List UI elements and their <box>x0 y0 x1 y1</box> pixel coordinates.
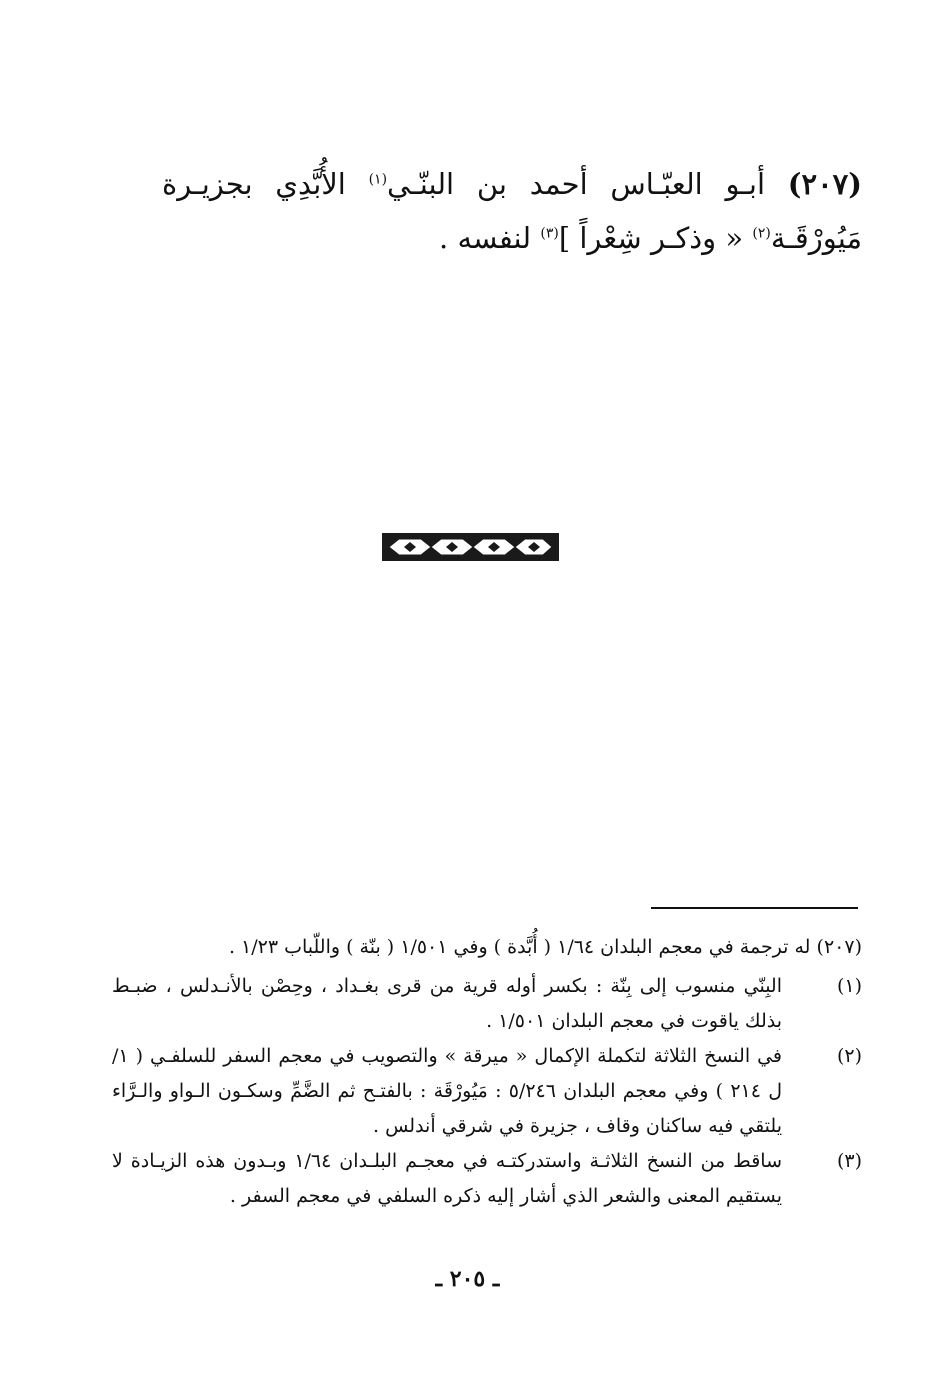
footnote-ref-1: (١) <box>368 171 388 188</box>
footnote-item-2 <box>112 1039 862 1144</box>
footnote-main-marker: (٢٠٧) <box>816 936 862 958</box>
footnote-text: في النسخ الثلاثة لتكملة الإكمال « ميرقة » والتصويب في معجم السفر للسلفـي ( ١/ل ٢١٤ ) وفي معجم البلدان ٥/٢٤٦ : مَيُورْقَة : بالفتـح ثم الضَّمِّ وسكـون الـواو والـرَّاء يلتقي فيه ساكنان وقاف ، جزيرة في شرقي أندلس . <box>112 1045 782 1137</box>
footnote-separator <box>651 907 858 909</box>
footnote-marker: (٣) <box>836 1150 862 1172</box>
page-number: ـ ٢٠٥ ـ <box>435 1266 500 1292</box>
entry-poetry-text: « وذكـر شِعْراً ] <box>558 221 744 255</box>
footnote-marker: (١) <box>836 975 862 997</box>
entry-nisba-text: الأُبَّدِي بجزيـرة مَيُورْقَـة <box>162 167 862 255</box>
biographical-entry <box>162 157 862 265</box>
footnote-text: البِنّي منسوب إلى بِنّة : بكسر أوله قرية من قرى بغـداد ، وحِصْن بالأنـدلس ، ضبـط بذلك ياقوت في معجم البلدان ١/٥٠١ . <box>112 975 782 1032</box>
footnote-main-text: له ترجمة في معجم البلدان ١/٦٤ ( أُبَّدة ) وفي ١/٥٠١ ( بنّة ) واللّباب ١/٢٣ . <box>228 936 811 958</box>
footnotes-section <box>112 930 862 1214</box>
ornament-pattern-icon <box>385 537 556 557</box>
footnote-item-1 <box>112 969 862 1039</box>
entry-number: (٢٠٧) <box>787 167 862 201</box>
footnote-ref-3: (٣) <box>540 225 559 242</box>
entry-name-text: أبـو العبّـاس أحمد بن البنّـي <box>387 167 766 201</box>
footnote-item-3 <box>112 1144 862 1214</box>
footnote-ref-2: (٢) <box>752 225 771 242</box>
section-divider-ornament <box>382 533 559 561</box>
footnote-text: ساقط من النسخ الثلاثـة واستدركتـه في معجـم البلـدان ١/٦٤ وبـدون هذه الزيـادة لا يستقيم المعنى والشعر الذي أشار إليه ذكره السلفي في معجم السفر . <box>112 1150 782 1207</box>
footnote-main <box>112 930 862 965</box>
entry-closing-text: لنفسه . <box>439 221 532 255</box>
footnote-marker: (٢) <box>836 1045 862 1067</box>
